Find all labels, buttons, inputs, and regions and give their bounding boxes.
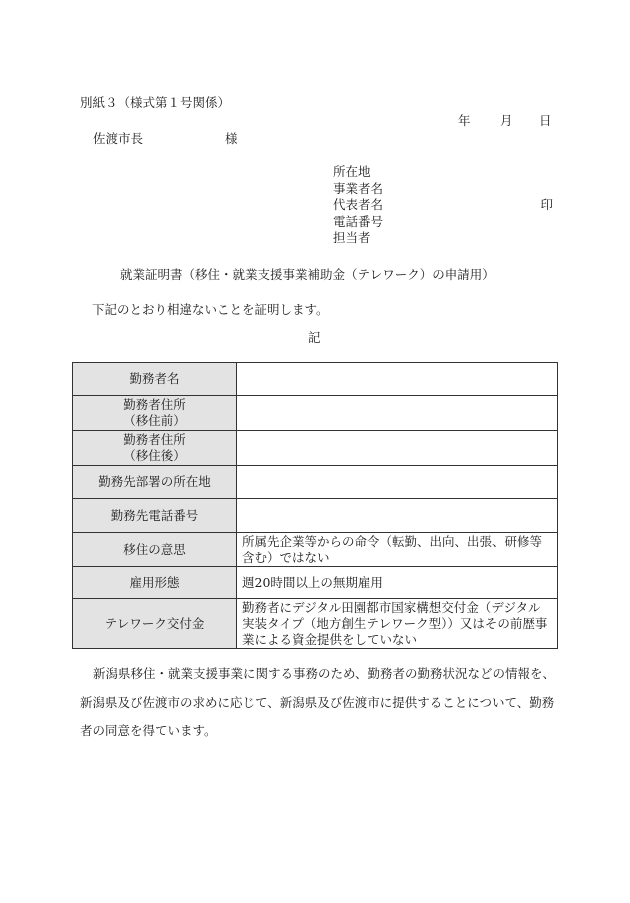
- consent-paragraph: 新潟県移住・就業支援事業に関する事務のため、勤務者の勤務状況などの情報を、新潟県及び佐渡市の求めに応じて、新潟県及び佐渡市に提供することについて、勤務者の同意を得ています。: [80, 666, 556, 738]
- row-label: [73, 599, 237, 649]
- row-label-line: テレワーク交付金: [104, 615, 205, 631]
- date-year-label: 年: [458, 113, 471, 128]
- issuer-block: [333, 164, 553, 247]
- row-label-line: 勤務先電話番号: [110, 507, 199, 523]
- issuer-representative-label: 代表者名: [333, 197, 384, 212]
- intro-text: 下記のとおり相違ないことを証明します。: [92, 302, 329, 317]
- row-label: [73, 499, 237, 533]
- table-row: [73, 599, 558, 649]
- row-value[interactable]: [237, 499, 558, 533]
- row-label: [73, 567, 237, 599]
- row-label: [73, 396, 237, 431]
- date-day-label: 日: [539, 113, 552, 128]
- row-label-line: 移住の意思: [123, 541, 186, 557]
- issuer-location-label: 所在地: [333, 164, 371, 179]
- table-row: [73, 499, 558, 533]
- row-label: [73, 533, 237, 567]
- row-value: 週20時間以上の無期雇用: [237, 567, 558, 599]
- addressee: 佐渡市長: [93, 131, 144, 146]
- row-value: 所属先企業等からの命令（転勤、出向、出張、研修等含む）ではない: [237, 533, 558, 567]
- table-row: [73, 533, 558, 567]
- issuer-contact-label: 担当者: [333, 230, 371, 245]
- form-reference: 別紙３（様式第１号関係）: [80, 95, 231, 110]
- row-value[interactable]: [237, 431, 558, 466]
- table-row: [73, 396, 558, 431]
- row-label: [73, 431, 237, 466]
- row-label-line: （移住前）: [123, 413, 186, 428]
- row-value[interactable]: [237, 466, 558, 499]
- row-label-line: 勤務者住所: [123, 397, 186, 412]
- row-label: [73, 363, 237, 396]
- issuer-company-label: 事業者名: [333, 180, 384, 196]
- row-label-line: 勤務先部署の所在地: [98, 474, 211, 489]
- honorific: 様: [225, 131, 238, 146]
- row-label: [73, 466, 237, 499]
- row-label-line: 勤務者住所: [123, 432, 186, 447]
- table-row: [73, 431, 558, 466]
- certificate-table: [72, 362, 558, 649]
- seal-mark: 印: [540, 197, 553, 212]
- issuer-phone-label: 電話番号: [333, 213, 384, 229]
- ki-marker: 記: [308, 330, 321, 345]
- row-label-line: （移住後）: [123, 448, 186, 463]
- table-row: [73, 466, 558, 499]
- row-label-line: 雇用形態: [129, 574, 180, 590]
- row-value[interactable]: [237, 363, 558, 396]
- table-row: [73, 363, 558, 396]
- row-label-line: 勤務者名: [129, 371, 180, 386]
- row-value: 勤務者にデジタル田園都市国家構想交付金（デジタル実装タイプ（地方創生テレワーク型））又はその前歴事業による資金提供をしていない: [237, 599, 558, 649]
- date-month-label: 月: [500, 113, 513, 128]
- row-value[interactable]: [237, 396, 558, 431]
- document-title: 就業証明書（移住・就業支援事業補助金（テレワーク）の申請用）: [120, 267, 495, 282]
- issuer-representative-row: [333, 197, 553, 214]
- table-row: [73, 567, 558, 599]
